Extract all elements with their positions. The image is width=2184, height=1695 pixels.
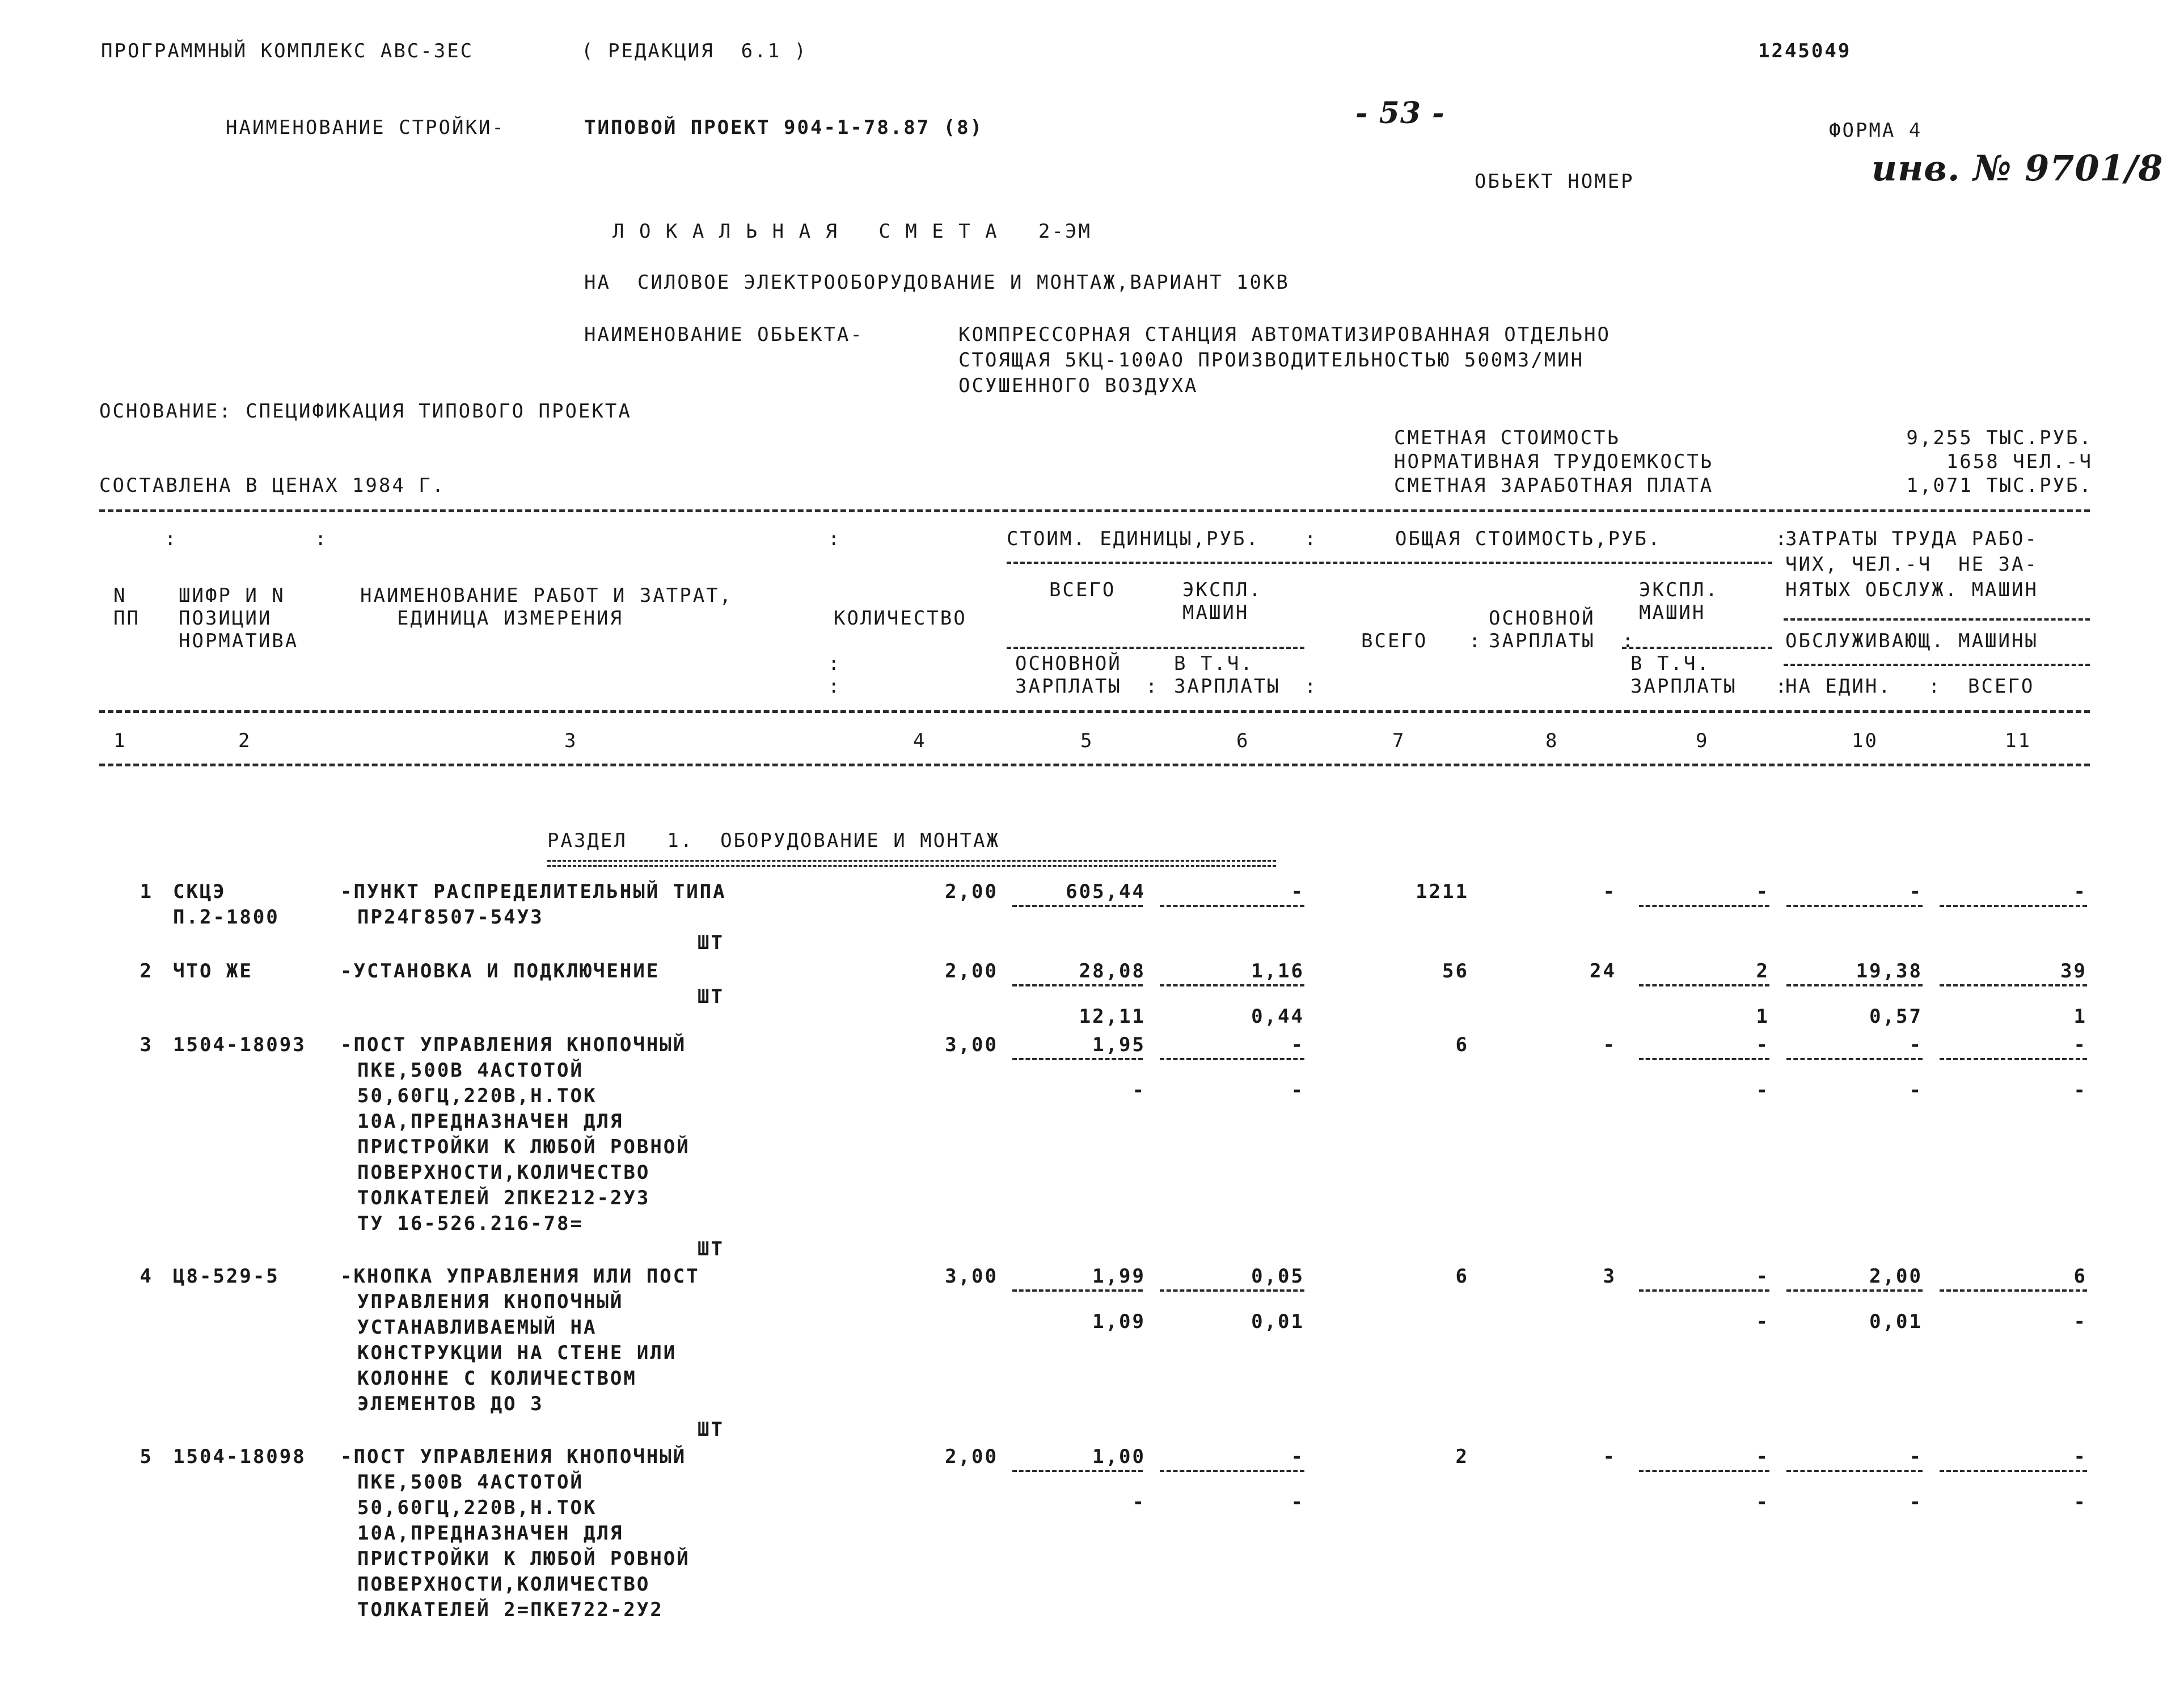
cell-divider xyxy=(1940,1289,2087,1292)
row-description-line: ТУ 16-526.216-78= xyxy=(357,1212,584,1235)
row-code: ЧТО ЖЕ xyxy=(173,960,253,983)
col-number: 4 xyxy=(913,730,927,752)
cell-c7: 2 xyxy=(1455,1445,1469,1468)
col-unit-all-label: ВСЕГО xyxy=(1049,579,1116,601)
col-total-expl-label-2: МАШИН xyxy=(1639,601,1706,624)
cell-divider xyxy=(1012,905,1143,907)
cell-c11: - xyxy=(2073,880,2087,903)
cell-c9: 2 xyxy=(1756,960,1769,983)
col-unit-expl-label-2: МАШИН xyxy=(1182,601,1249,624)
cell-c5: 1,95 xyxy=(1092,1034,1146,1056)
col-labor-unit-label: НА ЕДИН. xyxy=(1785,675,1892,698)
inventory-number: инв. № 9701/8 xyxy=(1872,147,2164,189)
cell-c8: - xyxy=(1603,1034,1616,1056)
col-unit-incl-label-1: В Т.Ч. xyxy=(1174,652,1254,675)
cell-divider xyxy=(1940,1470,2087,1472)
page-number: - 53 - xyxy=(1355,96,1445,130)
cell-c5: 605,44 xyxy=(1066,880,1146,903)
row-description-line: ПКЕ,500В 4АСТОТОЙ xyxy=(357,1471,584,1494)
cell-c6b: 0,44 xyxy=(1251,1005,1304,1028)
cell-c10b: - xyxy=(1909,1491,1923,1513)
row-code-2: П.2-1800 xyxy=(173,906,280,929)
row-description-line: -ПОСТ УПРАВЛЕНИЯ КНОПОЧНЫЙ xyxy=(340,1445,687,1468)
col-labor-label-3: НЯТЫХ ОБСЛУЖ. МАШИН xyxy=(1785,579,2038,601)
cell-c5: 28,08 xyxy=(1079,960,1146,983)
row-description-line: ПРИСТРОЙКИ К ЛЮБОЙ РОВНОЙ xyxy=(357,1548,690,1570)
col-labor-total-label: ВСЕГО xyxy=(1968,675,2035,698)
cell-qty: 2,00 xyxy=(945,960,998,983)
cell-c9: - xyxy=(1756,1034,1769,1056)
col-code-label-2: ПОЗИЦИИ xyxy=(179,607,272,630)
row-description-line: ПОВЕРХНОСТИ,КОЛИЧЕСТВО xyxy=(357,1161,650,1184)
cell-c5b: - xyxy=(1132,1079,1146,1102)
col-code-label-3: НОРМАТИВА xyxy=(179,630,299,652)
cell-divider xyxy=(1786,905,1923,907)
cell-c6b: - xyxy=(1291,1491,1304,1513)
row-unit: ШТ xyxy=(698,1238,724,1260)
row-number: 1 xyxy=(140,880,153,903)
row-description-line: УСТАНАВЛИВАЕМЫЙ НА xyxy=(357,1316,597,1339)
col-number: 5 xyxy=(1080,730,1094,752)
cell-divider xyxy=(1012,1470,1143,1472)
cell-c7: 1211 xyxy=(1416,880,1469,903)
col-total-expl-label-1: ЭКСПЛ. xyxy=(1639,579,1719,601)
estimate-subject: НА СИЛОВОЕ ЭЛЕКТРООБОРУДОВАНИЕ И МОНТАЖ,ВАРИАНТ 10КВ xyxy=(584,271,1290,294)
row-number: 5 xyxy=(140,1445,153,1468)
cell-divider xyxy=(1639,1058,1769,1060)
col-total-basic-label-2: ЗАРПЛАТЫ xyxy=(1489,630,1595,652)
cell-c10: 2,00 xyxy=(1869,1265,1923,1288)
object-line-1: КОМПРЕССОРНАЯ СТАНЦИЯ АВТОМАТИЗИРОВАННАЯ ОТДЕЛЬНО xyxy=(958,323,1611,346)
row-description-line: ТОЛКАТЕЛЕЙ 2=ПКЕ722-2У2 xyxy=(357,1599,664,1621)
cell-c6: 1,16 xyxy=(1251,960,1304,983)
row-number: 3 xyxy=(140,1034,153,1056)
row-description-line: ПР24Г8507-54У3 xyxy=(357,906,544,929)
cell-c10b: 0,01 xyxy=(1869,1310,1923,1333)
cell-c9: - xyxy=(1756,1445,1769,1468)
row-code: 1504-18098 xyxy=(173,1445,306,1468)
cell-c6: 0,05 xyxy=(1251,1265,1304,1288)
col-code-label-1: ШИФР И N xyxy=(179,584,285,607)
row-description-line: ПКЕ,500В 4АСТОТОЙ xyxy=(357,1059,584,1082)
cell-c11b: - xyxy=(2073,1491,2087,1513)
row-description-line: -УСТАНОВКА И ПОДКЛЮЧЕНИЕ xyxy=(340,960,660,983)
summary-value-2: 1658 ЧЕЛ.-Ч xyxy=(1946,450,2093,473)
cell-divider xyxy=(1639,1289,1769,1292)
col-name-label-1: НАИМЕНОВАНИЕ РАБОТ И ЗАТРАТ, xyxy=(360,584,733,607)
col-unit-cost-label: СТОИМ. ЕДИНИЦЫ,РУБ. xyxy=(1007,528,1260,550)
cell-c8: 3 xyxy=(1603,1265,1616,1288)
cell-c5: 1,99 xyxy=(1092,1265,1146,1288)
cell-c7: 6 xyxy=(1455,1034,1469,1056)
col-number: 6 xyxy=(1236,730,1250,752)
cell-divider xyxy=(1940,1058,2087,1060)
row-description-line: -ПУНКТ РАСПРЕДЕЛИТЕЛЬНЫЙ ТИПА xyxy=(340,880,726,903)
cell-c8: - xyxy=(1603,1445,1616,1468)
cell-c8: - xyxy=(1603,880,1616,903)
summary-label-3: СМЕТНАЯ ЗАРАБОТНАЯ ПЛАТА xyxy=(1394,474,1714,497)
cell-c10b: 0,57 xyxy=(1869,1005,1923,1028)
cell-divider xyxy=(1786,984,1923,986)
col-number: 11 xyxy=(2005,730,2031,752)
cell-divider xyxy=(1012,1289,1143,1292)
col-number: 7 xyxy=(1392,730,1406,752)
cell-divider xyxy=(1940,905,2087,907)
cell-c7: 56 xyxy=(1442,960,1469,983)
cell-c11: 6 xyxy=(2073,1265,2087,1288)
col-total-all-label: ВСЕГО xyxy=(1361,630,1428,652)
row-number: 2 xyxy=(140,960,153,983)
cell-c6: - xyxy=(1291,880,1304,903)
cell-c8: 24 xyxy=(1590,960,1616,983)
col-labor-label-2: ЧИХ, ЧЕЛ.-Ч НЕ ЗА- xyxy=(1785,553,2038,576)
basis: ОСНОВАНИЕ: СПЕЦИФИКАЦИЯ ТИПОВОГО ПРОЕКТА xyxy=(99,400,632,423)
cell-divider xyxy=(1786,1289,1923,1292)
col-number: 1 xyxy=(113,730,127,752)
row-description-line: 50,60ГЦ,220В,Н.ТОК xyxy=(357,1085,597,1107)
form-label: ФОРМА 4 xyxy=(1829,119,1923,142)
edition: ( РЕДАКЦИЯ 6.1 ) xyxy=(581,40,808,62)
cell-c10: 19,38 xyxy=(1856,960,1923,983)
cell-c10: - xyxy=(1909,1034,1923,1056)
cell-divider xyxy=(1160,1289,1304,1292)
col-total-incl-label-1: В Т.Ч. xyxy=(1630,652,1710,675)
cell-c10b: - xyxy=(1909,1079,1923,1102)
cell-c6: - xyxy=(1291,1034,1304,1056)
cell-divider xyxy=(1012,1058,1143,1060)
col-number: 2 xyxy=(238,730,252,752)
row-description-line: -ПОСТ УПРАВЛЕНИЯ КНОПОЧНЫЙ xyxy=(340,1034,687,1056)
col-labor-label-4: ОБСЛУЖИВАЮЩ. МАШИНЫ xyxy=(1785,630,2038,652)
row-description-line: -КНОПКА УПРАВЛЕНИЯ ИЛИ ПОСТ xyxy=(340,1265,700,1288)
object-line-3: ОСУШЕННОГО ВОЗДУХА xyxy=(958,374,1198,397)
cell-c5b: 1,09 xyxy=(1092,1310,1146,1333)
cell-c9b: 1 xyxy=(1756,1005,1769,1028)
cell-c9: - xyxy=(1756,1265,1769,1288)
cell-c9b: - xyxy=(1756,1079,1769,1102)
summary-label-2: НОРМАТИВНАЯ ТРУДОЕМКОСТЬ xyxy=(1394,450,1714,473)
cell-c10: - xyxy=(1909,1445,1923,1468)
cell-qty: 2,00 xyxy=(945,880,998,903)
row-description-line: КОНСТРУКЦИИ НА СТЕНЕ ИЛИ xyxy=(357,1342,677,1364)
cell-c5b: - xyxy=(1132,1491,1146,1513)
row-unit: ШТ xyxy=(698,931,724,954)
cell-c11b: - xyxy=(2073,1079,2087,1102)
col-number: 10 xyxy=(1852,730,1878,752)
object-number: ОБЬЕКТ НОМЕР xyxy=(1475,170,1634,193)
col-qty-label: КОЛИЧЕСТВО xyxy=(834,607,967,630)
col-unit-basic-label-2: ЗАРПЛАТЫ xyxy=(1015,675,1122,698)
cell-c11b: 1 xyxy=(2073,1005,2087,1028)
construction-label: НАИМЕНОВАНИЕ СТРОЙКИ- xyxy=(226,116,505,139)
prices-basis: СОСТАВЛЕНА В ЦЕНАХ 1984 Г. xyxy=(99,474,446,497)
col-unit-expl-label-1: ЭКСПЛ. xyxy=(1182,579,1262,601)
col-unit-incl-label-2: ЗАРПЛАТЫ xyxy=(1174,675,1281,698)
row-description-line: ПОВЕРХНОСТИ,КОЛИЧЕСТВО xyxy=(357,1573,650,1596)
section-title: РАЗДЕЛ 1. ОБОРУДОВАНИЕ И МОНТАЖ xyxy=(547,829,1000,852)
col-number: 3 xyxy=(564,730,578,752)
header-mid-rule xyxy=(99,710,2090,713)
cell-divider xyxy=(1160,905,1304,907)
cell-divider xyxy=(1160,1058,1304,1060)
cell-c5: 1,00 xyxy=(1092,1445,1146,1468)
col-unit-basic-label-1: ОСНОВНОЙ xyxy=(1015,652,1122,675)
row-number: 4 xyxy=(140,1265,153,1288)
cell-c9b: - xyxy=(1756,1310,1769,1333)
row-unit: ШТ xyxy=(698,985,724,1008)
summary-value-3: 1,071 ТЫС.РУБ. xyxy=(1906,474,2093,497)
row-description-line: УПРАВЛЕНИЯ КНОПОЧНЫЙ xyxy=(357,1291,624,1313)
row-description-line: ТОЛКАТЕЛЕЙ 2ПКЕ212-2У3 xyxy=(357,1187,650,1209)
cell-c11: - xyxy=(2073,1034,2087,1056)
cell-divider xyxy=(1786,1058,1923,1060)
cell-divider xyxy=(1639,1470,1769,1472)
cell-c7: 6 xyxy=(1455,1265,1469,1288)
header-bottom-rule xyxy=(99,764,2090,766)
cell-divider xyxy=(1639,984,1769,986)
col-labor-label-1: ЗАТРАТЫ ТРУДА РАБО- xyxy=(1785,528,2038,550)
row-description-line: 10А,ПРЕДНАЗНАЧЕН ДЛЯ xyxy=(357,1522,624,1545)
cell-divider xyxy=(1160,984,1304,986)
col-pp-label: ПП xyxy=(113,607,140,630)
cell-divider xyxy=(1786,1470,1923,1472)
cell-c11: - xyxy=(2073,1445,2087,1468)
row-description-line: 50,60ГЦ,220В,Н.ТОК xyxy=(357,1496,597,1519)
cell-c9: - xyxy=(1756,880,1769,903)
estimate-title: Л О К А Л Ь Н А Я С М Е Т А 2-ЭМ xyxy=(612,220,1092,243)
col-total-incl-label-2: ЗАРПЛАТЫ xyxy=(1630,675,1737,698)
cell-c9b: - xyxy=(1756,1491,1769,1513)
row-description-line: 10А,ПРЕДНАЗНАЧЕН ДЛЯ xyxy=(357,1110,624,1133)
row-code: 1504-18093 xyxy=(173,1034,306,1056)
summary-label-1: СМЕТНАЯ СТОИМОСТЬ xyxy=(1394,427,1620,449)
header-top-rule xyxy=(99,509,2090,512)
doc-number: 1245049 xyxy=(1758,40,1852,62)
cell-qty: 2,00 xyxy=(945,1445,998,1468)
col-n-label: N xyxy=(113,584,127,607)
row-description-line: ЭЛЕМЕНТОВ ДО 3 xyxy=(357,1393,544,1415)
cell-c11: 39 xyxy=(2060,960,2087,983)
cell-c11b: - xyxy=(2073,1310,2087,1333)
object-label: НАИМЕНОВАНИЕ ОБЬЕКТА- xyxy=(584,323,864,346)
summary-value-1: 9,255 ТЫС.РУБ. xyxy=(1906,427,2093,449)
cell-qty: 3,00 xyxy=(945,1034,998,1056)
row-description-line: КОЛОННЕ С КОЛИЧЕСТВОМ xyxy=(357,1367,637,1390)
col-number: 9 xyxy=(1696,730,1709,752)
cell-qty: 3,00 xyxy=(945,1265,998,1288)
object-line-2: СТОЯЩАЯ 5КЦ-100АО ПРОИЗВОДИТЕЛЬНОСТЬЮ 500М3/МИН xyxy=(958,349,1585,372)
row-description-line: ПРИСТРОЙКИ К ЛЮБОЙ РОВНОЙ xyxy=(357,1136,690,1158)
col-name-label-2: ЕДИНИЦА ИЗМЕРЕНИЯ xyxy=(397,607,623,630)
row-unit: ШТ xyxy=(698,1418,724,1441)
program-name: ПРОГРАММНЫЙ КОМПЛЕКС АВС-ЗЕС xyxy=(101,40,474,62)
cell-c10: - xyxy=(1909,880,1923,903)
cell-c6b: 0,01 xyxy=(1251,1310,1304,1333)
col-total-cost-label: ОБЩАЯ СТОИМОСТЬ,РУБ. xyxy=(1395,528,1662,550)
cell-divider xyxy=(1940,984,2087,986)
cell-divider xyxy=(1639,905,1769,907)
row-code: СКЦЭ xyxy=(173,880,226,903)
cell-c6: - xyxy=(1291,1445,1304,1468)
row-code: Ц8-529-5 xyxy=(173,1265,280,1288)
section-underline xyxy=(547,860,1276,867)
cell-divider xyxy=(1160,1470,1304,1472)
cell-c5b: 12,11 xyxy=(1079,1005,1146,1028)
col-total-basic-label-1: ОСНОВНОЙ xyxy=(1489,607,1595,630)
cell-c6b: - xyxy=(1291,1079,1304,1102)
construction-value: ТИПОВОЙ ПРОЕКТ 904-1-78.87 (8) xyxy=(584,116,984,139)
col-number: 8 xyxy=(1545,730,1559,752)
cell-divider xyxy=(1012,984,1143,986)
